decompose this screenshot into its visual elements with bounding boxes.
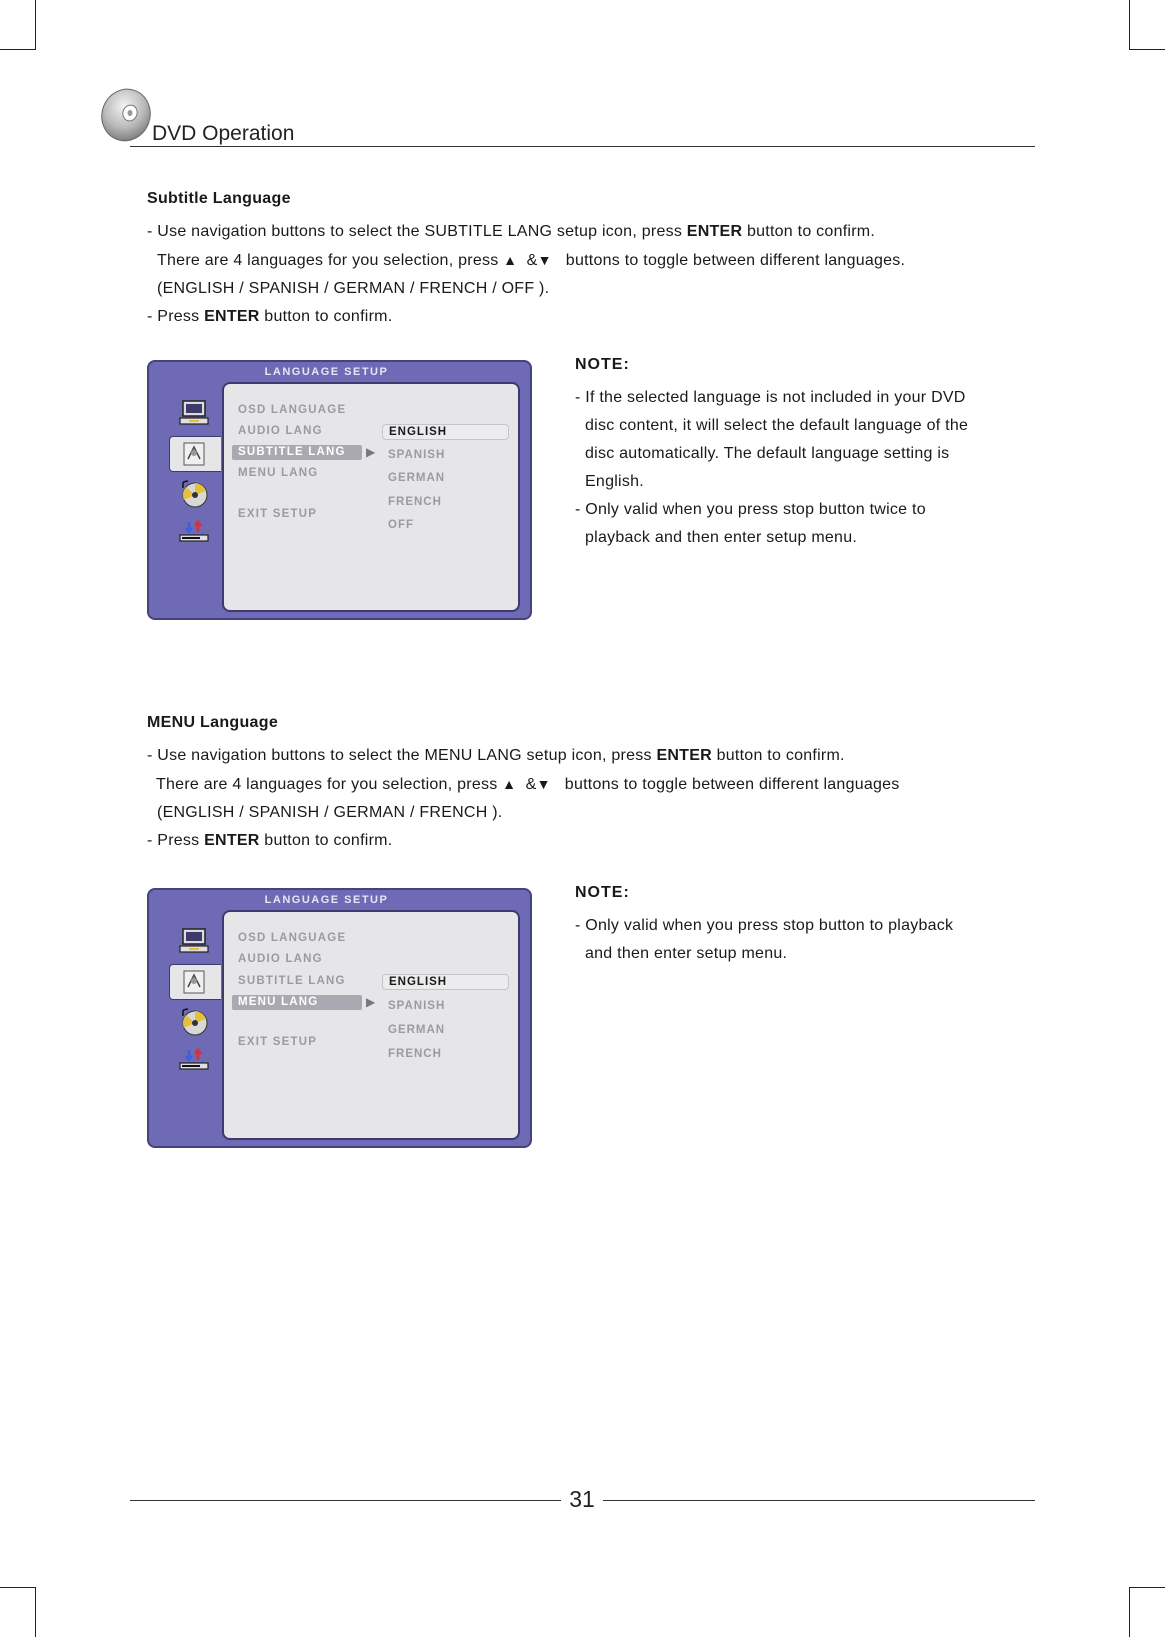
option-french[interactable]: FRENCH (388, 1048, 442, 1060)
audio-disc-icon (177, 478, 211, 510)
page-header (96, 88, 1035, 150)
audio-setup-tab[interactable] (169, 1004, 221, 1040)
audio-setup-tab[interactable] (169, 476, 221, 512)
language-setup-screen-menu (147, 888, 532, 1148)
footer-rule-left (130, 1500, 561, 1501)
instruction-line: (ENGLISH / SPANISH / GERMAN / FRENCH / OFF ). (157, 280, 550, 297)
note-line: playback and then enter setup menu. (585, 529, 858, 546)
instruction-line (147, 218, 1007, 246)
enter-key-label: ENTER (204, 308, 260, 325)
option-spanish[interactable]: SPANISH (388, 1000, 446, 1012)
instruction-line (147, 770, 1007, 799)
instruction-line (147, 827, 1007, 855)
menu-language-section (147, 714, 1007, 855)
text: - Press (147, 832, 205, 849)
text: button to confirm. (742, 223, 876, 240)
enter-key-label: ENTER (656, 747, 712, 764)
settings-panel (222, 910, 520, 1140)
option-spanish[interactable]: SPANISH (388, 449, 446, 461)
monitor-icon (177, 398, 211, 430)
arrow-right-icon: ▶ (366, 995, 376, 1009)
instruction-line (147, 742, 1007, 770)
page-footer (130, 1486, 1035, 1516)
language-setup-screen-subtitle (147, 360, 532, 620)
header-rule (130, 146, 1035, 147)
option-french[interactable]: FRENCH (388, 496, 442, 508)
page-number: 31 (569, 1486, 595, 1512)
menu-subtitle-lang[interactable]: SUBTITLE LANG (238, 975, 346, 987)
subtitle-language-section (147, 190, 1007, 331)
menu-osd-language[interactable]: OSD LANGUAGE (238, 404, 347, 416)
menu-exit-setup[interactable]: EXIT SETUP (238, 1036, 318, 1048)
disc-icon (96, 88, 154, 146)
down-arrow-icon: ▼ (537, 252, 552, 268)
menu-subtitle-lang-selected[interactable]: SUBTITLE LANG (232, 445, 362, 460)
option-german[interactable]: GERMAN (388, 472, 446, 484)
preference-icon (177, 518, 211, 550)
preference-icon (177, 1046, 211, 1078)
general-setup-tab[interactable] (169, 924, 221, 960)
instruction-line: (ENGLISH / SPANISH / GERMAN / FRENCH ). (157, 804, 503, 821)
down-arrow-icon: ▼ (536, 776, 551, 792)
text: - Use navigation buttons to select the SUBTITLE LANG setup icon, press (147, 223, 687, 240)
up-arrow-icon: ▲ (503, 252, 518, 268)
language-setup-tab[interactable] (169, 436, 221, 472)
text: & (526, 252, 538, 269)
preference-setup-tab[interactable] (169, 516, 221, 552)
crop-mark-top-right (1129, 0, 1165, 50)
note-menu (575, 884, 1015, 968)
menu-audio-lang[interactable]: AUDIO LANG (238, 953, 323, 965)
text: buttons to toggle between different languages (564, 776, 900, 793)
note-heading: NOTE: (575, 356, 630, 373)
note-line: disc automatically. The default language setting is (585, 445, 950, 462)
text: - Use navigation buttons to select the MENU LANG setup icon, press (147, 747, 657, 764)
osd-title: LANGUAGE SETUP (264, 366, 389, 378)
note-line: - Only valid when you press stop button to playback (575, 917, 954, 934)
menu-exit-setup[interactable]: EXIT SETUP (238, 508, 318, 520)
text: buttons to toggle between different languages. (565, 252, 906, 269)
up-arrow-icon: ▲ (502, 776, 517, 792)
language-setup-tab[interactable] (169, 964, 221, 1000)
menu-menu-lang[interactable]: MENU LANG (238, 467, 319, 479)
instruction-line (147, 246, 1007, 275)
section-heading: Subtitle Language (147, 190, 291, 207)
menu-menu-lang-selected[interactable]: MENU LANG (232, 995, 362, 1010)
option-english-selected[interactable]: ENGLISH (382, 424, 509, 440)
enter-key-label: ENTER (204, 832, 260, 849)
arrow-right-icon: ▶ (366, 445, 376, 459)
crop-mark-bottom-right (1129, 1587, 1165, 1637)
page-title: DVD Operation (152, 122, 295, 145)
note-line: - If the selected language is not included in your DVD (575, 389, 966, 406)
text: There are 4 languages for you selection, press (156, 776, 503, 793)
text: button to confirm. (259, 308, 393, 325)
text: - Press (147, 308, 205, 325)
text: button to confirm. (259, 832, 393, 849)
general-setup-tab[interactable] (169, 396, 221, 432)
text: There are 4 languages for you selection, press (157, 252, 504, 269)
note-line: - Only valid when you press stop button twice to (575, 501, 926, 518)
crop-mark-bottom-left (0, 1587, 36, 1637)
note-subtitle (575, 356, 1015, 552)
note-line: English. (585, 473, 644, 490)
text: button to confirm. (711, 747, 845, 764)
footer-rule-right (603, 1500, 1035, 1501)
option-english-selected[interactable]: ENGLISH (382, 974, 509, 990)
osd-title: LANGUAGE SETUP (264, 894, 389, 906)
option-off[interactable]: OFF (388, 519, 414, 531)
monitor-icon (177, 926, 211, 958)
audio-disc-icon (177, 1006, 211, 1038)
language-icon (178, 967, 212, 999)
note-line: and then enter setup menu. (585, 945, 788, 962)
enter-key-label: ENTER (686, 223, 743, 240)
crop-mark-top-left (0, 0, 36, 50)
section-heading: MENU Language (147, 714, 279, 731)
option-german[interactable]: GERMAN (388, 1024, 446, 1036)
preference-setup-tab[interactable] (169, 1044, 221, 1080)
language-icon (178, 439, 212, 471)
menu-osd-language[interactable]: OSD LANGUAGE (238, 932, 347, 944)
settings-panel (222, 382, 520, 612)
menu-audio-lang[interactable]: AUDIO LANG (238, 425, 323, 437)
instruction-line (147, 303, 1007, 331)
note-heading: NOTE: (575, 884, 630, 901)
note-line: disc content, it will select the default language of the (585, 417, 969, 434)
text: & (525, 776, 537, 793)
